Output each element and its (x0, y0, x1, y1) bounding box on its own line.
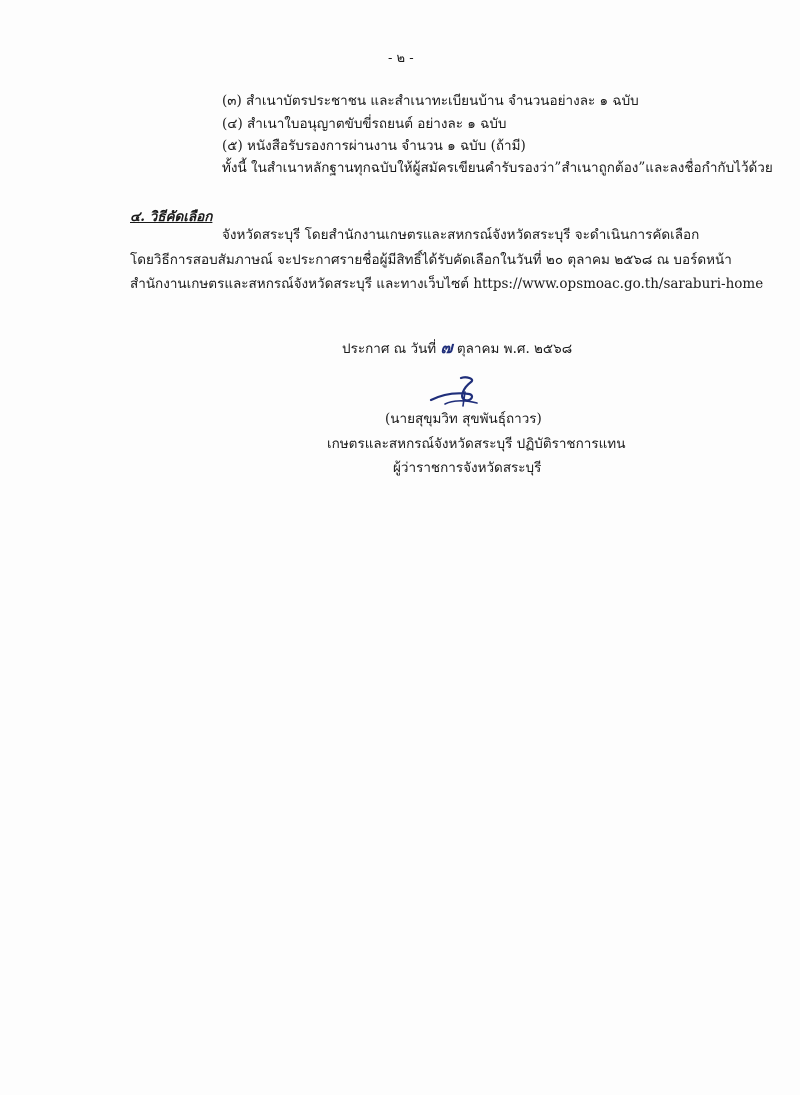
section-4-line-3: สำนักงานเกษตรและสหกรณ์จังหวัดสระบุรี และทางเว็บไซต์ https://www.opsmoac.go.th/saraburi-home (130, 276, 764, 292)
requirement-item-4: (๔) สำเนาใบอนุญาตขับขี่รถยนต์ อย่างละ ๑ ฉบับ (222, 116, 507, 132)
announcement-date (342, 339, 572, 358)
announcement-suffix: ตุลาคม พ.ศ. ๒๕๖๘ (456, 341, 573, 357)
signatory-name: (นายสุขุมวิท สุขพันธุ์ถาวร) (385, 411, 542, 427)
section-4-line-2: โดยวิธีการสอบสัมภาษณ์ จะประกาศรายชื่อผู้มีสิทธิ์ได้รับคัดเลือกในวันที่ ๒๐ ตุลาคม ๒๕๖๘ ณ บอร์ดหน้า (130, 252, 732, 268)
announcement-day: ๗ (440, 338, 453, 357)
page-number: - ๒ - (388, 51, 414, 66)
signature-image (425, 370, 485, 410)
certification-note: ทั้งนี้ ในสำเนาหลักฐานทุกฉบับให้ผู้สมัครเขียนคำรับรองว่า”สำเนาถูกต้อง”และลงชื่อกำกับไว้ด้วย (222, 160, 773, 176)
announcement-prefix: ประกาศ ณ วันที่ (342, 341, 437, 357)
signatory-position: เกษตรและสหกรณ์จังหวัดสระบุรี ปฏิบัติราชการแทน (327, 436, 626, 452)
requirement-item-5: (๕) หนังสือรับรองการผ่านงาน จำนวน ๑ ฉบับ (ถ้ามี) (222, 138, 526, 154)
section-4-heading: ๔. วิธีคัดเลือก (130, 209, 213, 225)
signatory-authority: ผู้ว่าราชการจังหวัดสระบุรี (393, 460, 542, 476)
section-4-line-1: จังหวัดสระบุรี โดยสำนักงานเกษตรและสหกรณ์จังหวัดสระบุรี จะดำเนินการคัดเลือก (222, 227, 700, 243)
requirement-item-3: (๓) สำเนาบัตรประชาชน และสำเนาทะเบียนบ้าน จำนวนอย่างละ ๑ ฉบับ (222, 93, 639, 109)
